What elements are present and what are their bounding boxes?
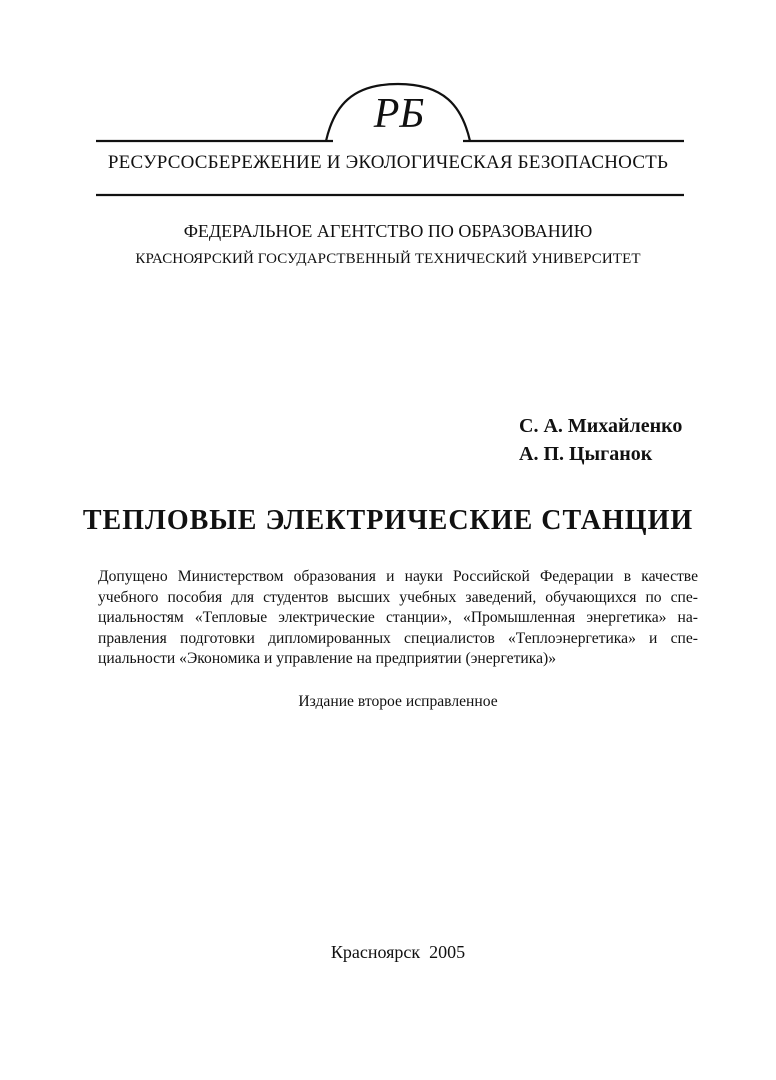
approval-line-3: циальностям «Тепловые электрические станции», «Промышленная энергетика» на-: [98, 609, 698, 626]
author-1: С. А. Михайленко: [519, 415, 683, 437]
approval-line-2: учебного пособия для студентов высших учебных заведений, обучающихся по спе-: [98, 588, 698, 606]
approval-statement: [98, 567, 698, 670]
imprint-place-year: Красноярск 2005: [330, 942, 466, 962]
university-name: КРАСНОЯРСКИЙ ГОСУДАРСТВЕННЫЙ ТЕХНИЧЕСКИЙ УНИВЕРСИТЕТ: [135, 251, 641, 267]
approval-line-5: циальности «Экономика и управление на предприятии (энергетика)»: [98, 650, 557, 667]
edition-note: Издание второе исправленное: [298, 693, 498, 710]
approval-line-1: Допущено Министерством образования и науки Российской Федерации в качестве: [98, 568, 698, 585]
author-2: А. П. Цыганок: [519, 443, 653, 465]
series-emblem: [0, 0, 776, 210]
logo-monogram: РБ: [373, 91, 425, 137]
agency-name: ФЕДЕРАЛЬНОЕ АГЕНТСТВО ПО ОБРАЗОВАНИЮ: [183, 221, 593, 241]
series-title: РЕСУРСОСБЕРЕЖЕНИЕ И ЭКОЛОГИЧЕСКАЯ БЕЗОПАСНОСТЬ: [107, 152, 669, 173]
approval-line-4: правления подготовки дипломированных специалистов «Теплоэнергетика» и спе-: [98, 629, 698, 647]
book-title: ТЕПЛОВЫЕ ЭЛЕКТРИЧЕСКИЕ СТАНЦИИ: [82, 505, 694, 536]
authors-block: [519, 412, 759, 468]
